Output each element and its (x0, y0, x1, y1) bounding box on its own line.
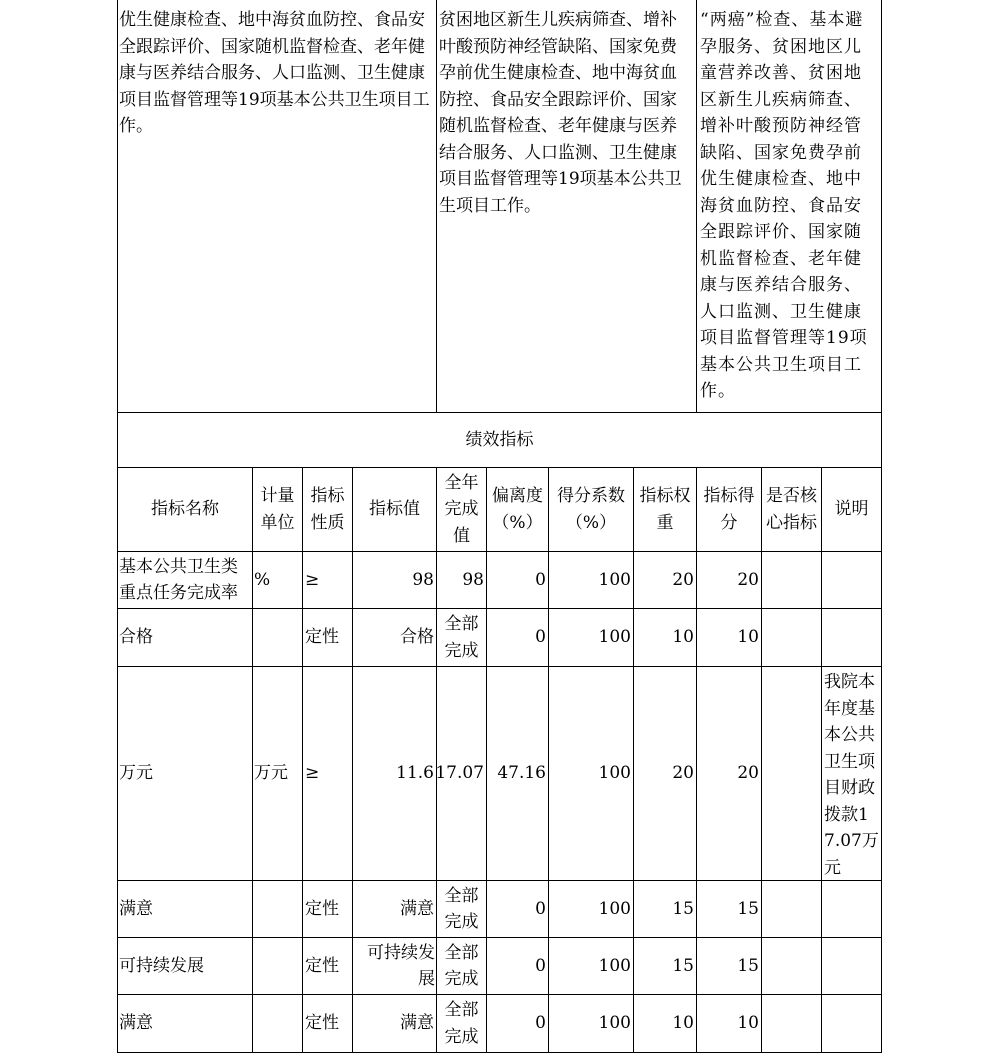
project-content-col1: 优生健康检查、地中海贫血防控、食品安全跟踪评价、国家随机监督检查、老年健康与医养结合服务、人口监测、卫生健康项目监督管理等19项基本公共卫生项目工作。 (119, 10, 430, 136)
row5-completion-text: 全部完成 (444, 942, 479, 989)
header-weight (634, 468, 696, 551)
row2-completion-text: 全部完成 (444, 614, 479, 661)
row5-score-text: 15 (737, 955, 759, 976)
row2-score (697, 609, 760, 666)
row5-name-text: 可持续发展 (119, 955, 204, 976)
row4-weight (634, 881, 695, 937)
row3-score (697, 667, 760, 880)
row5-name (119, 938, 251, 994)
row3-unit-text: 万元 (254, 763, 288, 784)
header-score (697, 468, 761, 551)
row4-completion-text: 全部完成 (444, 885, 479, 932)
row1-deviation (487, 552, 547, 608)
row3-deviation (487, 667, 547, 880)
row2-weight-text: 10 (672, 627, 694, 648)
header-completion-text: 全年完成值 (444, 472, 479, 546)
row3-core (762, 667, 820, 880)
row4-score-text: 15 (737, 898, 759, 919)
row6-coefficient-text: 100 (598, 1013, 631, 1034)
row1-unit (254, 552, 301, 608)
row6-score-text: 10 (737, 1013, 759, 1034)
header-coefficient-text: 得分系数（%） (557, 486, 625, 533)
header-weight-text: 指标权重 (639, 486, 691, 533)
row1-value-text: 98 (412, 569, 434, 590)
row3-name-text: 万元 (119, 763, 153, 784)
row6-name-text: 满意 (119, 1013, 153, 1034)
row1-coefficient (549, 552, 632, 608)
row3-coefficient (549, 667, 632, 880)
row1-deviation-text: 0 (535, 569, 546, 590)
row2-unit (254, 609, 301, 666)
row3-completion-text: 17.07 (435, 763, 484, 784)
row1-name-text: 基本公共卫生类重点任务完成率 (119, 556, 238, 603)
row3-note: 我院本年度基本公共卫生项目财政拨款17.07万元 (824, 672, 879, 878)
row2-name (119, 609, 251, 666)
header-note-text: 说明 (834, 499, 869, 520)
col-divider (302, 467, 303, 1053)
row2-deviation-text: 0 (535, 627, 546, 648)
header-completion (437, 468, 486, 551)
row4-nature (305, 881, 351, 937)
project-content-col3: “两癌”检查、基本避孕服务、贫困地区儿童营养改善、贫困地区新生儿疾病筛查、增补叶酸预防神经管缺陷、国家免费孕前优生健康检查、地中海贫血防控、食品安全跟踪评价、国家随机监督检查、老年健康与医养结合服务、人口监测、卫生健康项目监督管理等19项基本公共卫生项目工作。 (700, 10, 868, 401)
row1-completion (437, 552, 485, 608)
row3-value-text: 11.6 (396, 763, 434, 784)
col-divider (252, 467, 253, 1053)
row2-coefficient (549, 609, 632, 666)
row6-value-text: 满意 (400, 1013, 434, 1034)
row4-unit (254, 881, 301, 937)
row5-weight-text: 15 (672, 955, 694, 976)
row6-core (762, 995, 820, 1052)
row5-coefficient (549, 938, 632, 994)
row1-weight-text: 20 (672, 569, 694, 590)
row1-nature (305, 552, 351, 608)
row2-score-text: 10 (737, 627, 759, 648)
header-core (762, 468, 821, 551)
header-name-text: 指标名称 (151, 499, 219, 520)
row2-nature-text: 定性 (305, 627, 339, 648)
row6-unit (254, 995, 301, 1052)
header-unit (253, 468, 302, 551)
top-divider-2 (696, 0, 697, 413)
row5-score (697, 938, 760, 994)
row6-completion (437, 995, 486, 1052)
header-name (118, 468, 252, 551)
row4-coefficient (549, 881, 632, 937)
row1-score (697, 552, 760, 608)
row4-deviation (487, 881, 547, 937)
header-nature-text: 指标性质 (310, 486, 345, 533)
project-content-col2: 贫困地区新生儿疾病筛查、增补叶酸预防神经管缺陷、国家免费孕前优生健康检查、地中海贫血防控、食品安全跟踪评价、国家随机监督检查、老年健康与医养结合服务、人口监测、卫生健康项目监督管理等19项基本公共卫生项目工作。 (439, 10, 682, 216)
row3-weight (634, 667, 695, 880)
row3-deviation-text: 47.16 (497, 763, 546, 784)
row4-completion (437, 881, 486, 937)
row2-weight (634, 609, 695, 666)
header-nature (303, 468, 352, 551)
row1-name (119, 552, 251, 608)
row5-unit (254, 938, 301, 994)
row6-note (823, 995, 880, 1052)
row6-nature (305, 995, 351, 1052)
row6-weight (634, 995, 695, 1052)
table-border-right (881, 0, 882, 1053)
row5-coefficient-text: 100 (598, 955, 631, 976)
row4-nature-text: 定性 (305, 898, 339, 919)
row5-deviation (487, 938, 547, 994)
row6-value (353, 995, 435, 1052)
row2-core (762, 609, 820, 666)
row3-coefficient-text: 100 (598, 763, 631, 784)
row6-coefficient (549, 995, 632, 1052)
row1-value (353, 552, 435, 608)
row3-name (119, 667, 251, 880)
row5-weight (634, 938, 695, 994)
header-score-text: 指标得分 (703, 486, 755, 533)
row3-score-text: 20 (737, 763, 759, 784)
header-deviation (487, 468, 548, 551)
row5-nature-text: 定性 (305, 955, 339, 976)
row5-value-text: 可持续发展 (367, 942, 435, 989)
col-divider (821, 467, 822, 1053)
row2-value-text: 合格 (400, 627, 434, 648)
header-coefficient (549, 468, 633, 551)
row4-name (119, 881, 251, 937)
row5-note (823, 938, 880, 994)
row2-coefficient-text: 100 (598, 627, 631, 648)
row4-core (762, 881, 820, 937)
hline-bottom (117, 1052, 882, 1053)
row3-nature-text: ≥ (305, 763, 320, 784)
row4-note (823, 881, 880, 937)
row1-unit-text: % (254, 569, 271, 590)
row1-nature-text: ≥ (305, 569, 320, 590)
row5-deviation-text: 0 (535, 955, 546, 976)
row2-nature (305, 609, 351, 666)
row6-completion-text: 全部完成 (444, 1000, 479, 1047)
row4-value-text: 满意 (400, 898, 434, 919)
row6-deviation-text: 0 (535, 1013, 546, 1034)
header-value (353, 468, 436, 551)
header-note (822, 468, 881, 551)
row4-name-text: 满意 (119, 898, 153, 919)
row4-value (353, 881, 435, 937)
row1-score-text: 20 (737, 569, 759, 590)
header-deviation-text: 偏离度（%） (492, 486, 543, 533)
row5-core (762, 938, 820, 994)
header-core-text: 是否核心指标 (766, 486, 817, 533)
row3-unit (254, 667, 301, 880)
row6-nature-text: 定性 (305, 1013, 339, 1034)
section-title (117, 413, 882, 467)
row6-deviation (487, 995, 547, 1052)
row2-name-text: 合格 (119, 627, 153, 648)
performance-table (117, 0, 882, 1053)
row3-nature (305, 667, 351, 880)
row1-completion-text: 98 (462, 569, 484, 590)
row2-note (823, 609, 880, 666)
row2-completion (437, 609, 486, 666)
row4-score (697, 881, 760, 937)
section-title-text: 绩效指标 (465, 429, 534, 450)
row1-core (762, 552, 820, 608)
header-value-text: 指标值 (369, 499, 420, 520)
row4-coefficient-text: 100 (598, 898, 631, 919)
row1-coefficient-text: 100 (598, 569, 631, 590)
row1-note (823, 552, 880, 608)
row4-weight-text: 15 (672, 898, 694, 919)
top-divider-1 (436, 0, 437, 413)
row6-weight-text: 10 (672, 1013, 694, 1034)
row5-value (353, 938, 436, 994)
row3-completion (437, 667, 485, 880)
row6-score (697, 995, 760, 1052)
header-unit-text: 计量单位 (260, 486, 295, 533)
row4-deviation-text: 0 (535, 898, 546, 919)
row5-nature (305, 938, 351, 994)
row3-value (353, 667, 435, 880)
row5-completion (437, 938, 486, 994)
row2-value (353, 609, 435, 666)
row2-deviation (487, 609, 547, 666)
row1-weight (634, 552, 695, 608)
row3-weight-text: 20 (672, 763, 694, 784)
row6-name (119, 995, 251, 1052)
